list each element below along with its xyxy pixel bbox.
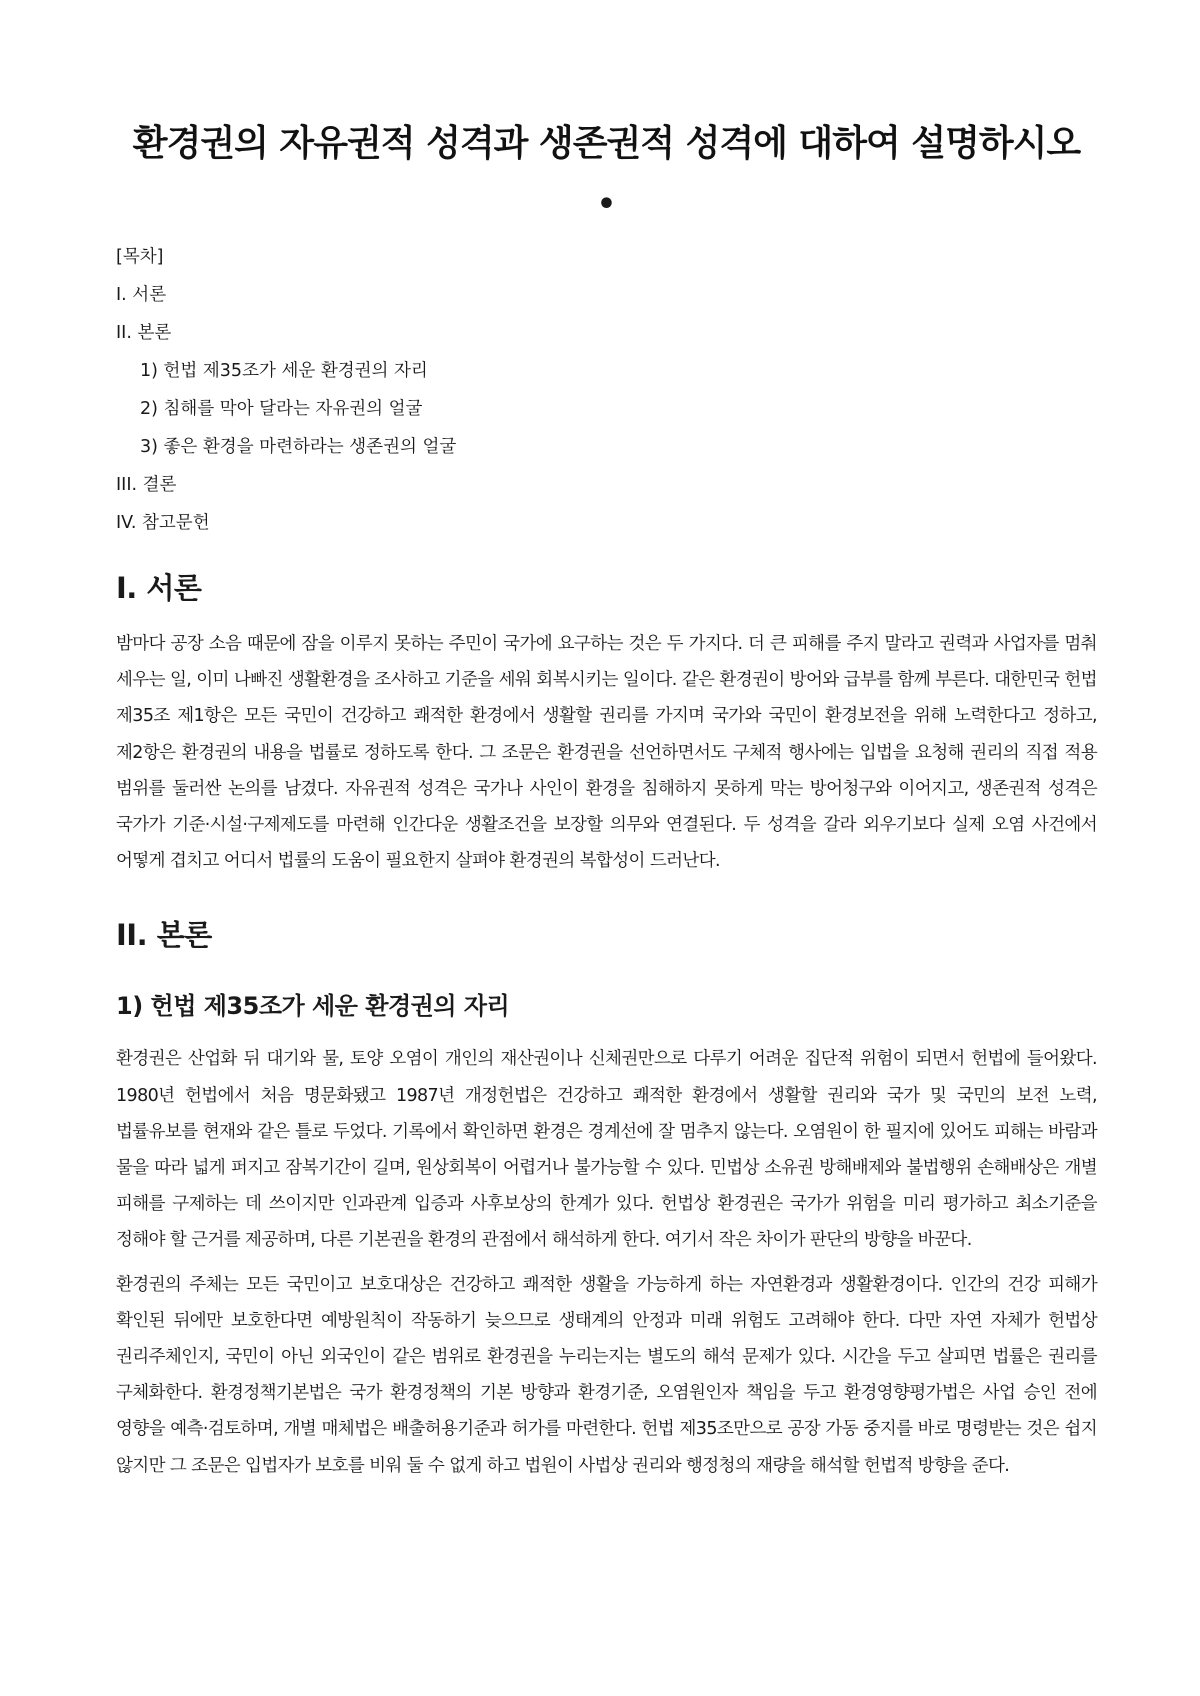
paragraph: 환경권의 주체는 모든 국민이고 보호대상은 건강하고 쾌적한 생활을 가능하게 하는 자연환경과 생활환경이다. 인간의 건강 피해가 확인된 뒤에만 보호한다면 예방원칙이 작동하기 늦으므로 생태계의 안정과 미래 위험도 고려해야 한다. 다만 자연 자체가 헌법상 권리주체인지, 국민이 아닌 외국인이 같은 범위로 환경권을 누리는지는 별도의 해석 문제가 있다. 시간을 두고 살피면 법률은 권리를 구체화한다. 환경정책기본법은 국가 환경정책의 기본 방향과 환경기준, 오염원인자 책임을 두고 환경영향평가법은 사업 승인 전에 영향을 예측·검토하며, 개별 매체법은 배출허용기준과 허가를 마련한다. 헌법 제35조만으로 공장 가동 중지를 바로 명령받는 것은 쉽지 않지만 그 조문은 입법자가 보호를 비워 둘 수 없게 하고 법원이 사법상 권리와 행정청의 재량을 해석할 헌법적 방향을 준다.	[116, 1274, 1097, 1476]
toc-item-body: II. 본론	[116, 323, 172, 343]
section-heading-body: II. 본론	[116, 918, 212, 953]
toc-item-references: IV. 참고문헌	[116, 513, 210, 533]
document-title: 환경권의 자유권적 성격과 생존권적 성격에 대하여 설명하시오	[132, 123, 1081, 164]
toc-item-intro: I. 서론	[116, 285, 167, 305]
subsection-heading-article-35: 1) 헌법 제35조가 세운 환경권의 자리	[116, 992, 510, 1021]
table-of-contents	[116, 238, 1097, 542]
toc-heading: [목차]	[116, 247, 164, 267]
section-heading-introduction: I. 서론	[116, 571, 202, 605]
section-body	[116, 915, 1097, 1483]
paragraph: 환경권은 산업화 뒤 대기와 물, 토양 오염이 개인의 재산권이나 신체권만으로 다루기 어려운 집단적 위험이 되면서 헌법에 들어왔다. 1980년 헌법에서 처음 명문화됐고 1987년 개정헌법은 건강하고 쾌적한 환경에서 생활할 권리와 국가 및 국민의 보전 노력, 법률유보를 현재와 같은 틀로 두었다. 기록에서 확인하면 환경은 경계선에 잘 멈추지 않는다. 오염원이 한 필지에 있어도 피해는 바람과 물을 따라 넓게 퍼지고 잠복기간이 길며, 원상회복이 어렵거나 불가능할 수 있다. 민법상 소유권 방해배제와 불법행위 손해배상은 개별 피해를 구제하는 데 쓰이지만 인과관계 입증과 사후보상의 한계가 있다. 헌법상 환경권은 국가가 위험을 미리 평가하고 최소기준을 정해야 할 근거를 제공하며, 다른 기본권을 환경의 관점에서 해석하게 한다. 여기서 작은 차이가 판단의 방향을 바꾼다.	[116, 1049, 1097, 1251]
toc-item-body-2: 2) 침해를 막아 달라는 자유권의 얼굴	[140, 399, 423, 419]
toc-item-body-3: 3) 좋은 환경을 마련하라는 생존권의 얼굴	[140, 437, 457, 457]
title-bullet: •	[596, 187, 617, 222]
paragraph: 밤마다 공장 소음 때문에 잠을 이루지 못하는 주민이 국가에 요구하는 것은 두 가지다. 더 큰 피해를 주지 말라고 권력과 사업자를 멈춰 세우는 일, 이미 나빠진 생활환경을 조사하고 기준을 세워 회복시키는 일이다. 같은 환경권이 방어와 급부를 함께 부른다. 대한민국 헌법 제35조 제1항은 모든 국민이 건강하고 쾌적한 환경에서 생활할 권리를 가지며 국가와 국민이 환경보전을 위해 노력한다고 정하고, 제2항은 환경권의 내용을 법률로 정하도록 한다. 그 조문은 환경권을 선언하면서도 구체적 행사에는 입법을 요청해 권리의 직접 적용 범위를 둘러싼 논의를 남겼다. 자유권적 성격은 국가나 사인이 환경을 침해하지 못하게 막는 방어청구와 이어지고, 생존권적 성격은 국가가 기준·시설·구제제도를 마련해 인간다운 생활조건을 보장할 의무와 연결된다. 두 성격을 갈라 외우기보다 실제 오염 사건에서 어떻게 겹치고 어디서 법률의 도움이 필요한지 살펴야 환경권의 복합성이 드러난다.	[116, 634, 1097, 872]
toc-item-body-1: 1) 헌법 제35조가 세운 환경권의 자리	[140, 361, 428, 381]
section-introduction	[116, 568, 1097, 879]
toc-item-conclusion: III. 결론	[116, 475, 177, 495]
